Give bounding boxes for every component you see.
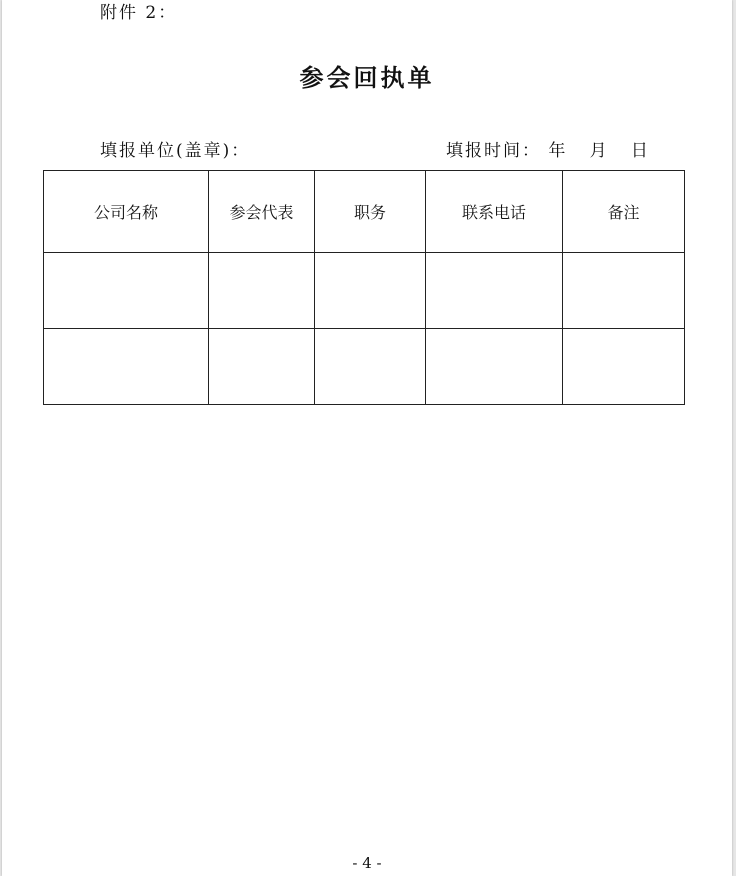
table-cell[interactable] — [44, 253, 209, 329]
header-remarks: 备注 — [563, 171, 685, 253]
table-cell[interactable] — [315, 329, 426, 405]
header-company-name: 公司名称 — [44, 171, 209, 253]
table-cell[interactable] — [426, 253, 563, 329]
reply-form-table — [43, 170, 685, 405]
fill-time-label: 填报时间： 年 月 日 — [446, 141, 650, 161]
table-row — [44, 329, 685, 405]
fill-unit-label: 填报单位(盖章)： — [100, 141, 251, 161]
table-cell[interactable] — [563, 253, 685, 329]
document-page — [2, 0, 732, 876]
table-cell[interactable] — [209, 253, 315, 329]
table-header-row — [44, 171, 685, 253]
table-cell[interactable] — [44, 329, 209, 405]
page-number: - 4 - — [352, 854, 382, 872]
table-cell[interactable] — [315, 253, 426, 329]
attachment-label: 附件 2： — [100, 3, 178, 23]
header-position: 职务 — [315, 171, 426, 253]
table-row — [44, 253, 685, 329]
table-cell[interactable] — [563, 329, 685, 405]
header-phone: 联系电话 — [426, 171, 563, 253]
header-representative: 参会代表 — [209, 171, 315, 253]
table-cell[interactable] — [209, 329, 315, 405]
table-cell[interactable] — [426, 329, 563, 405]
page-title: 参会回执单 — [299, 63, 435, 92]
